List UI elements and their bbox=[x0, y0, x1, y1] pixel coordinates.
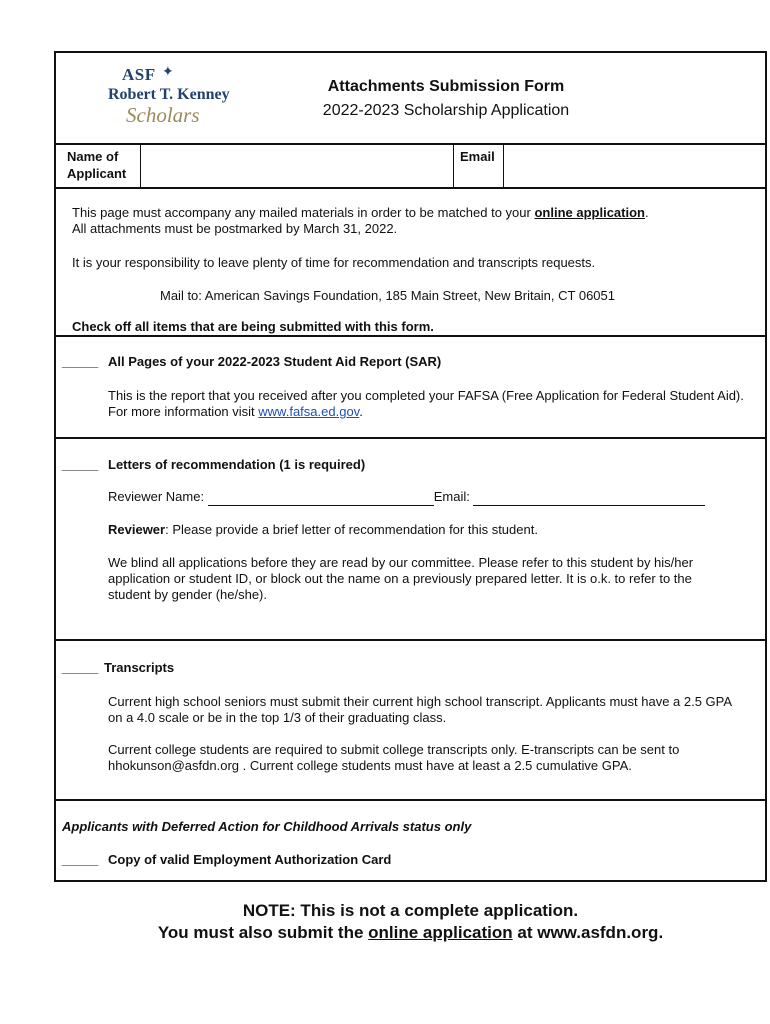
fafsa-link[interactable]: www.fafsa.ed.gov bbox=[258, 404, 360, 419]
email-input[interactable] bbox=[507, 145, 761, 185]
note-line-2: You must also submit the online application at www.asfdn.org. bbox=[157, 923, 664, 942]
email-label: Email bbox=[460, 149, 495, 164]
daca-checkbox[interactable]: _____ bbox=[62, 852, 99, 867]
letters-heading: Letters of recommendation (1 is required) bbox=[108, 457, 366, 472]
sar-body: This is the report that you received after you completed your FAFSA (Free Application for Federal Student Aid). For more information visit www.fafsa.ed.gov. bbox=[108, 388, 744, 419]
form-frame bbox=[54, 51, 767, 882]
daca-heading: Applicants with Deferred Action for Childhood Arrivals status only bbox=[62, 819, 472, 834]
note-online-application-link[interactable]: online application bbox=[368, 923, 513, 942]
intro-line-1: This page must accompany any mailed materials in order to be matched to your online application. bbox=[72, 205, 649, 220]
transcripts-checkbox[interactable]: _____ bbox=[62, 660, 99, 675]
intro-line-3: It is your responsibility to leave plenty of time for recommendation and transcripts requests. bbox=[72, 255, 596, 270]
checkoff-instruction: Check off all items that are being submitted with this form. bbox=[72, 319, 434, 334]
applicant-row bbox=[56, 143, 765, 189]
name-label: Name of Applicant bbox=[67, 149, 127, 181]
college-text: Current college students are required to submit college transcripts only. E-transcripts can be sent to hhokunson@asfdn.org . Current college students must have at least a 2.5 cumulative GPA. bbox=[108, 742, 680, 773]
form-header bbox=[56, 53, 765, 145]
asf-logo bbox=[106, 63, 230, 135]
reviewer-line: Reviewer Name: Email: bbox=[108, 489, 758, 506]
note-line-1: NOTE: This is not a complete application. bbox=[242, 901, 579, 920]
transcripts-heading: Transcripts bbox=[104, 660, 175, 675]
seniors-text: Current high school seniors must submit their current high school transcript. Applicants must have a 2.5 GPA on a 4.0 scale or be in the top 1/3 of their graduating class. bbox=[108, 694, 732, 725]
reviewer-email-blank[interactable] bbox=[473, 489, 705, 506]
logo-script-text: Scholars bbox=[126, 103, 200, 127]
note-block bbox=[54, 900, 767, 944]
form-subtitle: 2022-2023 Scholarship Application bbox=[322, 102, 570, 119]
blind-text: We blind all applications before they are read by our committee. Please refer to this student by his/her application or student ID, or block out the name on a previously prepared letter. It is o.k. to refer to the student by gender (he/she). bbox=[108, 555, 694, 602]
letters-checkbox[interactable]: _____ bbox=[62, 457, 99, 472]
reviewer-instruction: Reviewer: Please provide a brief letter of recommendation for this student. bbox=[108, 522, 538, 537]
daca-item: Copy of valid Employment Authorization Card bbox=[108, 852, 392, 867]
sar-heading: All Pages of your 2022-2023 Student Aid Report (SAR) bbox=[108, 354, 442, 369]
sar-checkbox[interactable]: _____ bbox=[62, 354, 99, 369]
star-icon: ✦ bbox=[162, 63, 174, 79]
name-input[interactable] bbox=[144, 145, 453, 185]
logo-name-text: Robert T. Kenney bbox=[108, 86, 230, 103]
form-title: Attachments Submission Form bbox=[327, 78, 565, 95]
logo-asf-text: ASF bbox=[122, 65, 156, 84]
intro-line-2: All attachments must be postmarked by March 31, 2022. bbox=[72, 221, 398, 236]
reviewer-name-blank[interactable] bbox=[208, 489, 434, 506]
mail-address: Mail to: American Savings Foundation, 185 Main Street, New Britain, CT 06051 bbox=[160, 288, 615, 303]
online-application-link[interactable]: online application bbox=[534, 205, 645, 220]
